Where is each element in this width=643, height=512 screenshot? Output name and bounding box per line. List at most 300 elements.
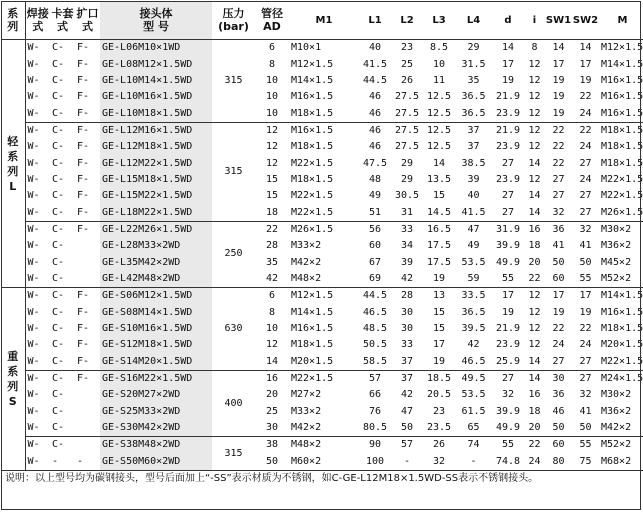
cell-model: GE-S14M20×1.5WD: [100, 354, 212, 371]
cell-f: [75, 387, 100, 403]
cell-l3: 13: [423, 288, 455, 305]
cell-model: GE-L10M14×1.5WD: [100, 73, 212, 89]
cell-sw1: 14: [552, 42, 565, 54]
cell-l2: 57: [391, 437, 423, 454]
header-sw1: SW1: [545, 1, 572, 40]
cell-d: 39.9: [495, 405, 521, 417]
cell-i: 12: [528, 339, 541, 351]
cell-ad: 16: [255, 370, 289, 387]
cell-w: W-: [27, 240, 40, 252]
cell-sw2: 24: [579, 339, 592, 351]
cell-l3: 20.5: [426, 389, 452, 401]
table-row: [1, 437, 643, 454]
cell-l2: 29: [400, 157, 414, 169]
cell-m1: M20×1.5: [291, 355, 334, 367]
cell-l4: 53.5: [461, 389, 486, 401]
cell-l1: 67: [368, 256, 382, 268]
cell-w: W-: [27, 256, 40, 268]
cell-f: F-: [75, 288, 100, 305]
cell-l4: 37: [455, 122, 492, 139]
cell-sw2: 27: [579, 355, 592, 367]
cell-f: [75, 238, 100, 254]
cell-l4: 40: [467, 190, 480, 202]
cell-d: 27: [492, 370, 524, 387]
header-m1: M1: [289, 1, 359, 40]
cell-d: 74.8: [495, 455, 521, 467]
cell-sw2: 22: [572, 122, 599, 139]
cell-i: 14: [528, 157, 541, 169]
cell-l4: 59: [467, 272, 480, 284]
cell-m1: M48×2: [289, 437, 359, 454]
cell-l2: 50: [400, 422, 414, 434]
cell-ad: 12: [255, 122, 289, 139]
cell-i: 14: [528, 206, 541, 218]
cell-d: 55: [501, 272, 515, 284]
header-sw2: SW2: [572, 1, 599, 40]
cell-ad: 15: [265, 190, 279, 202]
cell-d: 23.9: [495, 339, 521, 351]
table-row: [1, 172, 643, 188]
cell-l4: 36.5: [461, 306, 486, 318]
cell-i: 16: [524, 221, 545, 238]
cell-sw2: 19: [579, 74, 592, 86]
cell-w: W-: [25, 370, 50, 387]
cell-w: W-: [27, 141, 40, 153]
pressure-cell: 250: [212, 221, 255, 287]
cell-sw2: 75: [579, 455, 592, 467]
cell-ad: 28: [265, 240, 279, 252]
cell-c: C-: [50, 122, 75, 139]
cell-model: GE-L12M18×1.5WD: [100, 139, 212, 155]
cell-l1: 46: [368, 91, 382, 103]
cell-l3: 17.5: [426, 256, 452, 268]
cell-sw1: 30: [545, 370, 572, 387]
cell-i: 22: [528, 272, 541, 284]
cell-l4: 39.5: [461, 323, 486, 335]
cell-w: W-: [27, 157, 40, 169]
pressure-cell: 400: [212, 370, 255, 436]
cell-sw1: 17: [552, 58, 565, 70]
cell-sw1: 60: [545, 437, 572, 454]
cell-m1: M14×1.5: [291, 74, 334, 86]
cell-ad: 18: [265, 206, 279, 218]
cell-m: M26×1.5: [601, 206, 643, 218]
cell-c: C-: [50, 288, 75, 305]
cell-m: M22×1.5: [601, 355, 643, 367]
cell-l3: 11: [432, 74, 446, 86]
table-row: [1, 454, 643, 471]
cell-l1: 46: [368, 107, 382, 119]
cell-l1: 48: [368, 173, 382, 185]
cell-w: W-: [25, 122, 50, 139]
table-row: [1, 139, 643, 155]
cell-sw1: 22: [545, 122, 572, 139]
cell-ad: 42: [265, 272, 279, 284]
cell-l4: 53.5: [461, 256, 486, 268]
table-row: [1, 354, 643, 371]
cell-l2: 23: [400, 42, 414, 54]
cell-c: C-: [52, 58, 65, 70]
cell-sw2: 24: [579, 173, 592, 185]
cell-f: -: [77, 455, 84, 467]
table-row: [1, 105, 643, 122]
cell-m1: M22×1.5: [289, 370, 359, 387]
cell-m: M16×1.5: [601, 74, 643, 86]
cell-sw1: 36: [552, 389, 565, 401]
cell-sw1: 22: [552, 323, 565, 335]
cell-d: 21.9: [495, 91, 521, 103]
cell-sw1: 19: [552, 306, 565, 318]
cell-c: -: [52, 455, 59, 467]
cell-f: F-: [77, 355, 90, 367]
cell-l3: 18.5: [423, 370, 455, 387]
cell-l1: 47.5: [362, 157, 388, 169]
cell-l4: -: [470, 455, 477, 467]
cell-w: W-: [27, 323, 40, 335]
cell-m: M36×2: [601, 405, 632, 417]
cell-ad: 38: [255, 437, 289, 454]
cell-model: GE-S06M12×1.5WD: [100, 288, 212, 305]
header-l4: L4: [455, 1, 492, 40]
cell-c: C-: [52, 107, 65, 119]
cell-c: C-: [52, 339, 65, 351]
cell-l1: 58.5: [362, 355, 388, 367]
cell-m: M22×1.5: [601, 190, 643, 202]
cell-d: 19: [501, 306, 515, 318]
cell-l4: 39: [467, 173, 480, 185]
cell-f: F-: [77, 157, 90, 169]
cell-f: F-: [77, 107, 90, 119]
cell-ad: 12: [265, 141, 279, 153]
cell-m1: M26×1.5: [289, 221, 359, 238]
cell-m: M14×1.5: [601, 58, 643, 70]
cell-l3: 23.5: [426, 422, 452, 434]
cell-l2: -: [403, 455, 411, 467]
cell-ad: 12: [265, 339, 279, 351]
header-row: [1, 1, 643, 40]
cell-d: 25.9: [495, 355, 521, 367]
cell-d: 23.9: [495, 107, 521, 119]
cell-m: M16×1.5: [601, 107, 643, 119]
cell-l2: 27.5: [394, 141, 420, 153]
cell-m1: M60×2: [291, 455, 322, 467]
cell-l1: 60: [368, 240, 382, 252]
cell-i: 12: [528, 306, 541, 318]
cell-m1: M12×1.5: [291, 58, 334, 70]
note-row: [1, 470, 643, 487]
cell-w: W-: [25, 221, 50, 238]
cell-m: M22×1.5: [601, 173, 643, 185]
cell-c: C-: [52, 74, 65, 86]
cell-f: F-: [77, 74, 90, 86]
cell-l1: 57: [359, 370, 391, 387]
cell-w: W-: [27, 355, 40, 367]
cell-m1: M10×1: [291, 42, 322, 54]
cell-m1: M42×2: [291, 256, 322, 268]
cell-f: F-: [77, 339, 90, 351]
cell-m: M18×1.5: [601, 323, 643, 335]
cell-m: M68×2: [601, 455, 632, 467]
cell-l3: 15: [432, 306, 446, 318]
cell-l4: 37: [467, 141, 480, 153]
cell-l3: 15: [432, 323, 446, 335]
cell-l3: 17.5: [426, 240, 452, 252]
cell-l1: 56: [359, 221, 391, 238]
header-m: M: [599, 1, 643, 40]
table-row: [1, 337, 643, 353]
cell-m: M52×2: [601, 272, 632, 284]
cell-sw2: 32: [579, 389, 592, 401]
cell-sw2: 41: [579, 405, 592, 417]
cell-l1: 69: [368, 272, 382, 284]
cell-sw1: 19: [552, 74, 565, 86]
cell-d: 27: [501, 157, 515, 169]
header-i: i: [524, 1, 545, 40]
cell-model: GE-L22M26×1.5WD: [100, 221, 212, 238]
cell-l2: 42: [400, 272, 414, 284]
cell-d: 23.9: [495, 173, 521, 185]
table-row: [1, 305, 643, 321]
table-body: [1, 40, 643, 471]
cell-w: W-: [27, 91, 40, 103]
table-row: [1, 155, 643, 171]
header-flare: 扩口 式: [75, 1, 100, 40]
cell-i: 12: [528, 323, 541, 335]
cell-sw2: 32: [572, 221, 599, 238]
cell-model: GE-L08M12×1.5WD: [100, 56, 212, 72]
cell-l3: 15: [432, 190, 446, 202]
cell-l3: 23: [432, 405, 446, 417]
cell-l3: 32: [432, 455, 446, 467]
cell-ad: 50: [265, 455, 279, 467]
cell-d: 39.9: [495, 240, 521, 252]
cell-l3: 10: [432, 58, 446, 70]
cell-sw1: 19: [552, 91, 565, 103]
cell-l4: 31.5: [461, 58, 486, 70]
cell-m: M36×2: [601, 240, 632, 252]
cell-ad: 25: [265, 405, 279, 417]
cell-w: W-: [27, 206, 40, 218]
cell-c: C-: [52, 190, 65, 202]
cell-sw2: 14: [579, 42, 592, 54]
cell-c: C-: [52, 141, 65, 153]
cell-m: M14×1.5: [599, 288, 643, 305]
cell-sw2: 55: [579, 272, 592, 284]
cell-f: F-: [75, 221, 100, 238]
cell-d: 32: [501, 389, 515, 401]
cell-l4: 33.5: [455, 288, 492, 305]
cell-sw1: 22: [552, 141, 565, 153]
cell-m1: M33×2: [291, 240, 322, 252]
cell-l4: 47: [455, 221, 492, 238]
cell-l1: 48.5: [362, 323, 388, 335]
cell-i: 14: [528, 190, 541, 202]
cell-w: W-: [25, 437, 50, 454]
cell-ad: 10: [265, 107, 279, 119]
cell-i: 18: [528, 405, 541, 417]
cell-ad: 8: [268, 306, 276, 318]
cell-l4: 35: [467, 74, 480, 86]
cell-d: 23.9: [495, 141, 521, 153]
cell-ad: 20: [265, 389, 279, 401]
cell-l1: 44.5: [362, 74, 388, 86]
cell-l2: 29: [400, 173, 414, 185]
cell-m1: M18×1.5: [291, 141, 334, 153]
header-ferrule: 卡套 式: [50, 1, 75, 40]
cell-sw2: 50: [579, 256, 592, 268]
cell-l2: 30.5: [394, 190, 420, 202]
cell-sw2: 27: [579, 206, 592, 218]
table-row: [1, 254, 643, 270]
cell-sw2: 27: [579, 157, 592, 169]
cell-f: F-: [77, 206, 90, 218]
cell-sw2: 41: [579, 240, 592, 252]
cell-l4: 38.5: [461, 157, 486, 169]
cell-d: 49.9: [495, 422, 521, 434]
cell-f: F-: [77, 323, 90, 335]
cell-l1: 51: [368, 206, 382, 218]
cell-l4: 49.5: [455, 370, 492, 387]
cell-model: GE-L10M18×1.5WD: [100, 105, 212, 122]
cell-w: W-: [27, 339, 40, 351]
table-row: [1, 404, 643, 420]
cell-w: W-: [27, 405, 40, 417]
cell-c: C-: [52, 405, 65, 417]
table-row: [1, 387, 643, 403]
cell-l3: 12.5: [426, 141, 452, 153]
cell-w: W-: [27, 58, 40, 70]
header-dia: 管径 AD: [255, 1, 289, 40]
cell-c: C-: [52, 42, 65, 54]
table-row: [1, 370, 643, 387]
cell-l1: 100: [365, 455, 385, 467]
cell-c: C-: [52, 91, 65, 103]
cell-w: W-: [27, 389, 40, 401]
table-row: [1, 321, 643, 337]
cell-l2: 37: [391, 370, 423, 387]
cell-ad: 10: [265, 323, 279, 335]
cell-c: C-: [52, 323, 65, 335]
cell-f: F-: [75, 122, 100, 139]
cell-l1: 46.5: [362, 306, 388, 318]
cell-l4: 41.5: [461, 206, 486, 218]
cell-ad: 10: [265, 91, 279, 103]
cell-sw1: 50: [552, 422, 565, 434]
table-row: [1, 238, 643, 254]
cell-l3: 8.5: [429, 42, 449, 54]
cell-m1: M48×2: [291, 272, 322, 284]
cell-l3: 19: [432, 355, 446, 367]
cell-f: F-: [77, 173, 90, 185]
cell-l1: 66: [368, 389, 382, 401]
cell-l3: 26: [423, 437, 455, 454]
cell-l2: 28: [391, 288, 423, 305]
cell-c: C-: [50, 221, 75, 238]
cell-l1: 46: [359, 122, 391, 139]
cell-sw2: 22: [579, 323, 592, 335]
cell-i: 12: [528, 91, 541, 103]
header-model: 接头体 型 号: [100, 1, 212, 40]
cell-l3: 12.5: [426, 107, 452, 119]
cell-sw2: 27: [579, 190, 592, 202]
cell-i: 22: [524, 437, 545, 454]
table-row: [1, 89, 643, 105]
cell-m: M18×1.5: [599, 122, 643, 139]
cell-i: 14: [528, 355, 541, 367]
cell-w: W-: [27, 190, 40, 202]
cell-l4: 65: [467, 422, 480, 434]
cell-model: GE-S08M14×1.5WD: [100, 305, 212, 321]
cell-l3: 12.5: [423, 122, 455, 139]
cell-i: 12: [524, 122, 545, 139]
table-row: [1, 122, 643, 139]
cell-d: 17: [501, 58, 515, 70]
cell-l2: 37: [400, 355, 414, 367]
cell-d: 17: [492, 288, 524, 305]
table-row: [1, 56, 643, 72]
cell-w: W-: [27, 107, 40, 119]
cell-model: GE-L12M22×1.5WD: [100, 155, 212, 171]
header-l3: L3: [423, 1, 455, 40]
series-label: 重 系 列 S: [1, 288, 25, 471]
cell-l4: 36.5: [461, 107, 486, 119]
cell-model: GE-L12M16×1.5WD: [100, 122, 212, 139]
cell-l4: 74: [455, 437, 492, 454]
cell-d: 55: [492, 437, 524, 454]
cell-d: 27: [501, 190, 515, 202]
table-row: [1, 73, 643, 89]
cell-i: 12: [528, 107, 541, 119]
cell-c: C-: [50, 370, 75, 387]
cell-model: GE-L10M16×1.5WD: [100, 89, 212, 105]
cell-i: 12: [528, 58, 541, 70]
cell-m: M30×2: [601, 389, 632, 401]
cell-c: C-: [52, 256, 65, 268]
cell-sw2: 24: [579, 141, 592, 153]
cell-m1: M42×2: [291, 422, 322, 434]
cell-d: 31.9: [492, 221, 524, 238]
cell-m: M18×1.5: [601, 157, 643, 169]
cell-l2: 42: [400, 389, 414, 401]
table-row: [1, 271, 643, 288]
cell-w: W-: [25, 288, 50, 305]
cell-f: F-: [77, 306, 90, 318]
cell-l1: 76: [368, 405, 382, 417]
header-l2: L2: [391, 1, 423, 40]
cell-l2: 26: [400, 74, 414, 86]
cell-ad: 12: [265, 157, 279, 169]
cell-l1: 50.5: [362, 339, 388, 351]
cell-ad: 10: [265, 74, 279, 86]
cell-ad: 30: [265, 422, 279, 434]
cell-l4: 29: [467, 42, 480, 54]
cell-m: M52×2: [599, 437, 643, 454]
cell-l2: 30: [400, 306, 414, 318]
cell-l1: 90: [359, 437, 391, 454]
cell-i: 20: [528, 256, 541, 268]
cell-l4: 36.5: [461, 91, 486, 103]
cell-model: GE-L28M33×2WD: [100, 238, 212, 254]
cell-model: GE-S25M33×2WD: [100, 404, 212, 420]
pressure-cell: 315: [224, 74, 243, 86]
cell-sw1: 19: [552, 107, 565, 119]
cell-w: W-: [27, 42, 40, 54]
cell-f: F-: [77, 58, 90, 70]
cell-f: F-: [77, 91, 90, 103]
cell-d: 21.9: [495, 323, 521, 335]
cell-f: F-: [75, 370, 100, 387]
cell-sw1: 27: [552, 355, 565, 367]
